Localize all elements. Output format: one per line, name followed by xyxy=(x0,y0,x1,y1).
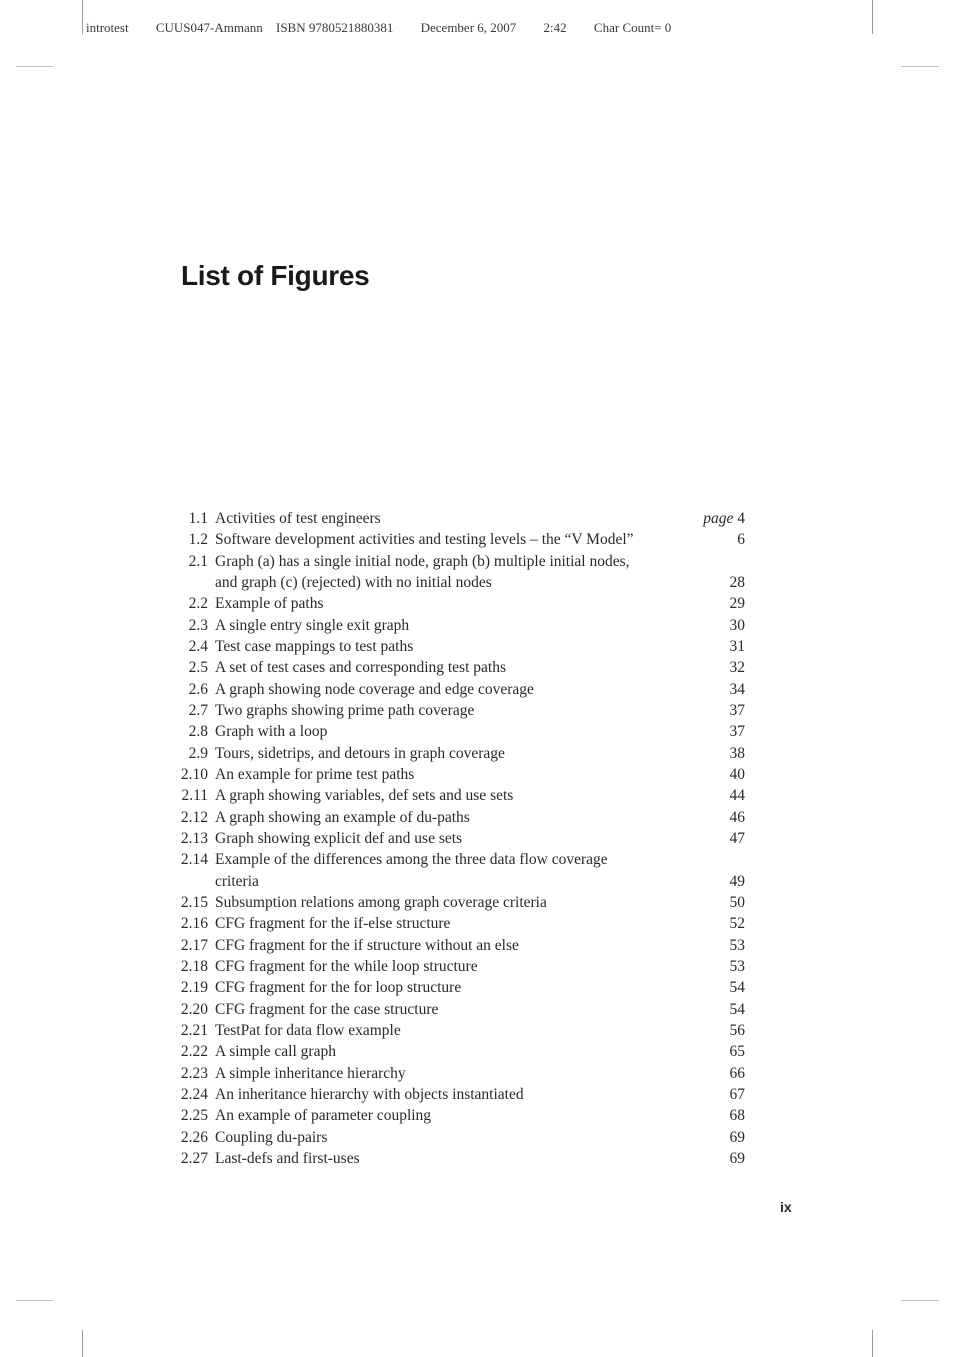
figure-entry xyxy=(170,977,745,998)
crop-mark-left-upper xyxy=(16,66,53,67)
figure-page: 49 xyxy=(729,872,745,890)
running-head-char-count: Char Count= 0 xyxy=(593,20,672,35)
figure-number: 2.5 xyxy=(188,659,208,677)
figure-caption: CFG fragment for the while loop structure xyxy=(215,957,478,975)
figure-entry xyxy=(170,1063,745,1084)
figure-number: 2.25 xyxy=(180,1107,208,1125)
figure-entry xyxy=(170,849,745,870)
figure-entry xyxy=(170,721,745,742)
figure-entry xyxy=(170,551,745,572)
figure-number: 1.1 xyxy=(188,510,208,527)
figure-caption-continuation: criteria xyxy=(215,872,259,890)
crop-mark-top-right xyxy=(872,0,873,34)
figure-caption: A graph showing variables, def sets and use sets xyxy=(215,787,514,805)
figure-entry xyxy=(170,913,745,934)
figure-number: 2.19 xyxy=(180,979,208,997)
figure-caption: Activities of test engineers xyxy=(215,510,381,527)
figure-caption: A set of test cases and corresponding test paths xyxy=(215,659,506,677)
figure-number: 2.23 xyxy=(180,1064,208,1082)
figure-entry-continuation xyxy=(170,572,745,593)
figure-number: 2.4 xyxy=(188,637,208,655)
figure-number: 2.7 xyxy=(188,701,208,719)
figure-caption: TestPat for data flow example xyxy=(215,1021,401,1039)
figure-caption: Graph with a loop xyxy=(215,723,328,741)
page-number: ix xyxy=(780,1199,792,1215)
figure-caption: Coupling du-pairs xyxy=(215,1128,328,1146)
figure-page: 53 xyxy=(729,936,745,954)
figure-number: 2.2 xyxy=(188,595,208,613)
figure-caption: A graph showing an example of du-paths xyxy=(215,808,470,826)
figure-number: 1.2 xyxy=(188,531,208,549)
figure-caption: Example of the differences among the three data flow coverage xyxy=(215,851,608,869)
figure-caption: An example for prime test paths xyxy=(215,765,415,783)
running-head-code: CUUS047-Ammann xyxy=(155,20,263,35)
figure-entry xyxy=(170,828,745,849)
figure-page: 31 xyxy=(729,637,745,655)
figure-caption: A single entry single exit graph xyxy=(215,616,410,634)
figure-number: 2.21 xyxy=(180,1021,208,1039)
figure-entry xyxy=(170,1148,745,1169)
running-head xyxy=(86,20,695,36)
figure-page: 68 xyxy=(729,1107,745,1125)
figure-page xyxy=(675,508,745,529)
figure-page: 40 xyxy=(729,765,745,783)
figure-entry xyxy=(170,679,745,700)
figure-caption-continuation: and graph (c) (rejected) with no initial nodes xyxy=(215,573,492,591)
figure-number: 2.11 xyxy=(181,787,208,805)
figure-page: 65 xyxy=(729,1043,745,1061)
figure-page: 37 xyxy=(729,701,745,719)
figure-number: 2.20 xyxy=(180,1000,208,1018)
figure-entry-continuation xyxy=(170,871,745,892)
figure-caption: Software development activities and testing levels – the “V Model” xyxy=(215,531,634,549)
figure-caption: An example of parameter coupling xyxy=(215,1107,432,1125)
figure-entry xyxy=(170,935,745,956)
figure-entry xyxy=(170,529,745,550)
figure-caption: Graph (a) has a single initial node, graph (b) multiple initial nodes, xyxy=(215,552,630,570)
figure-page: 67 xyxy=(729,1085,745,1103)
figure-entry xyxy=(170,892,745,913)
figure-number: 2.10 xyxy=(180,765,208,783)
figure-number: 2.16 xyxy=(180,915,208,933)
figure-caption: Two graphs showing prime path coverage xyxy=(215,701,475,719)
figure-page: 46 xyxy=(729,808,745,826)
figure-page: 54 xyxy=(729,979,745,997)
figure-entry xyxy=(170,1105,745,1126)
figure-entry xyxy=(170,1084,745,1105)
figure-page: 54 xyxy=(729,1000,745,1018)
figure-entry xyxy=(170,1127,745,1148)
figure-entry xyxy=(170,657,745,678)
figure-page: 37 xyxy=(729,723,745,741)
running-head-chapter: introtest xyxy=(86,20,129,35)
running-head-time: 2:42 xyxy=(543,20,567,35)
figure-page: 69 xyxy=(729,1149,745,1167)
figure-page-number: 4 xyxy=(737,510,745,527)
figure-page: 29 xyxy=(729,595,745,613)
figure-caption: Graph showing explicit def and use sets xyxy=(215,829,463,847)
figure-page: 6 xyxy=(737,531,745,549)
figure-caption: Tours, sidetrips, and detours in graph coverage xyxy=(215,744,505,762)
figure-number: 2.1 xyxy=(188,552,208,570)
figure-number: 2.9 xyxy=(188,744,208,762)
figure-number: 2.24 xyxy=(180,1085,208,1103)
figure-page: 38 xyxy=(729,744,745,762)
figure-number: 2.8 xyxy=(188,723,208,741)
figure-caption: Last-defs and first-uses xyxy=(215,1149,360,1167)
figure-page: 32 xyxy=(729,659,745,677)
crop-mark-top-left xyxy=(82,0,83,34)
figure-entry xyxy=(170,700,745,721)
figure-number: 2.18 xyxy=(180,957,208,975)
crop-mark-bottom-right xyxy=(872,1330,873,1357)
figure-entry xyxy=(170,593,745,614)
figure-number: 2.6 xyxy=(188,680,208,698)
figure-entry xyxy=(170,807,745,828)
figure-caption: A graph showing node coverage and edge coverage xyxy=(215,680,534,698)
figure-page: 30 xyxy=(729,616,745,634)
figure-caption: A simple inheritance hierarchy xyxy=(215,1064,406,1082)
crop-mark-bottom-left xyxy=(82,1330,83,1357)
figure-number: 2.14 xyxy=(180,851,208,869)
figure-number: 2.12 xyxy=(180,808,208,826)
figure-caption: Example of paths xyxy=(215,595,324,613)
figure-number: 2.27 xyxy=(180,1149,208,1167)
figure-entry xyxy=(170,956,745,977)
page-word: page xyxy=(703,510,734,527)
figure-caption: Test case mappings to test paths xyxy=(215,637,414,655)
figure-entry xyxy=(170,636,745,657)
figure-page: 53 xyxy=(729,957,745,975)
running-head-date: December 6, 2007 xyxy=(420,20,517,35)
figure-entry xyxy=(170,1041,745,1062)
figure-list xyxy=(170,508,745,1169)
figure-page: 50 xyxy=(729,893,745,911)
crop-mark-left-lower xyxy=(16,1300,53,1301)
figure-page: 66 xyxy=(729,1064,745,1082)
crop-mark-right-upper xyxy=(901,66,939,67)
figure-entry xyxy=(170,743,745,764)
figure-entry xyxy=(170,615,745,636)
figure-entry xyxy=(170,785,745,806)
figure-page: 56 xyxy=(729,1021,745,1039)
figure-caption: A simple call graph xyxy=(215,1043,336,1061)
figure-number: 2.22 xyxy=(180,1043,208,1061)
figure-number: 2.3 xyxy=(188,616,208,634)
crop-mark-right-lower xyxy=(901,1300,939,1301)
figure-caption: CFG fragment for the case structure xyxy=(215,1000,439,1018)
page-title: List of Figures xyxy=(181,260,370,291)
figure-caption: CFG fragment for the if structure without an else xyxy=(215,936,519,954)
figure-entry xyxy=(170,764,745,785)
figure-number: 2.17 xyxy=(180,936,208,954)
figure-number: 2.13 xyxy=(180,829,208,847)
figure-page: 47 xyxy=(729,829,745,847)
figure-page: 52 xyxy=(729,915,745,933)
figure-caption: CFG fragment for the if-else structure xyxy=(215,915,451,933)
figure-number: 2.26 xyxy=(180,1128,208,1146)
running-head-isbn: ISBN 9780521880381 xyxy=(276,20,394,35)
figure-page: 28 xyxy=(729,573,745,591)
figure-number: 2.15 xyxy=(180,893,208,911)
figure-entry xyxy=(170,508,745,529)
figure-page: 69 xyxy=(729,1128,745,1146)
figure-caption: Subsumption relations among graph coverage criteria xyxy=(215,893,547,911)
figure-page: 44 xyxy=(729,787,745,805)
figure-page: 34 xyxy=(729,680,745,698)
figure-caption: CFG fragment for the for loop structure xyxy=(215,979,462,997)
figure-entry xyxy=(170,999,745,1020)
figure-entry xyxy=(170,1020,745,1041)
figure-caption: An inheritance hierarchy with objects instantiated xyxy=(215,1085,524,1103)
